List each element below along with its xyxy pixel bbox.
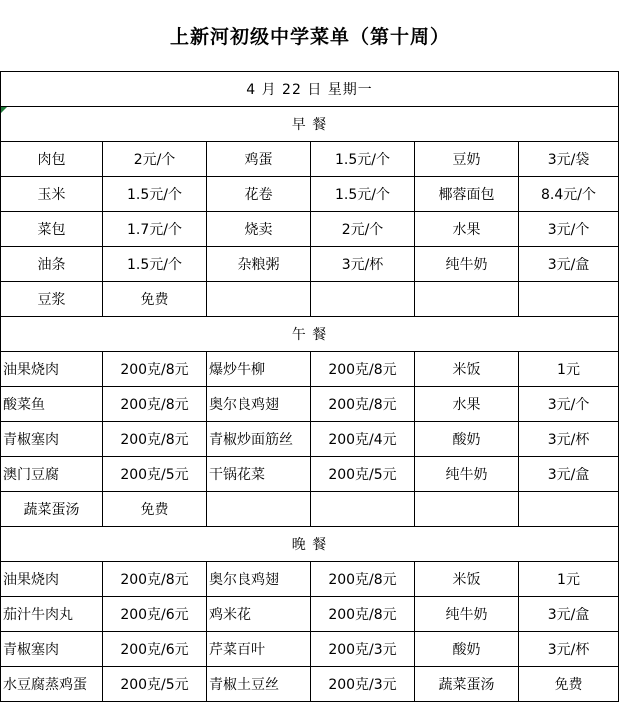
item-price-cell: 1.5元/个 <box>311 142 415 177</box>
item-name-cell: 豆奶 <box>415 142 519 177</box>
item-name-cell: 油果烧肉 <box>1 352 103 387</box>
item-price-cell: 3元/盒 <box>519 457 619 492</box>
item-name-cell: 青椒土豆丝 <box>207 667 311 702</box>
item-name-cell: 鸡米花 <box>207 597 311 632</box>
item-name-cell: 蔬菜蛋汤 <box>415 667 519 702</box>
item-price-cell: 2元/个 <box>103 142 207 177</box>
table-row <box>1 632 619 667</box>
item-name-cell: 青椒炒面筋丝 <box>207 422 311 457</box>
lunch-heading: 午 餐 <box>1 317 619 352</box>
item-price-cell: 200克/8元 <box>103 387 207 422</box>
item-price-cell: 200克/8元 <box>103 562 207 597</box>
item-price-cell: 免费 <box>519 667 619 702</box>
item-name-cell <box>415 492 519 527</box>
item-name-cell <box>415 282 519 317</box>
item-price-cell: 3元/个 <box>519 387 619 422</box>
item-name-cell: 鸡蛋 <box>207 142 311 177</box>
item-price-cell: 200克/5元 <box>311 457 415 492</box>
item-name-cell: 纯牛奶 <box>415 247 519 282</box>
date-cell: 4 月 22 日 星期一 <box>1 72 619 107</box>
item-name-cell: 油条 <box>1 247 103 282</box>
menu-table <box>0 71 619 702</box>
table-row <box>1 177 619 212</box>
item-price-cell: 200克/8元 <box>103 352 207 387</box>
item-price-cell: 3元/盒 <box>519 247 619 282</box>
item-price-cell: 200克/3元 <box>311 632 415 667</box>
item-name-cell: 菜包 <box>1 212 103 247</box>
item-price-cell <box>311 492 415 527</box>
item-price-cell: 免费 <box>103 492 207 527</box>
item-price-cell <box>311 282 415 317</box>
breakfast-heading: 早 餐 <box>1 107 619 142</box>
item-name-cell: 奥尔良鸡翅 <box>207 387 311 422</box>
item-price-cell: 200克/8元 <box>103 422 207 457</box>
item-price-cell: 3元/杯 <box>519 422 619 457</box>
item-name-cell: 茄汁牛肉丸 <box>1 597 103 632</box>
item-price-cell: 2元/个 <box>311 212 415 247</box>
item-name-cell: 芹菜百叶 <box>207 632 311 667</box>
item-name-cell: 蔬菜蛋汤 <box>1 492 103 527</box>
dinner-heading: 晚 餐 <box>1 527 619 562</box>
item-price-cell: 3元/杯 <box>311 247 415 282</box>
table-row <box>1 212 619 247</box>
item-name-cell: 青椒塞肉 <box>1 632 103 667</box>
item-name-cell: 杂粮粥 <box>207 247 311 282</box>
item-price-cell: 200克/6元 <box>103 597 207 632</box>
item-price-cell: 200克/5元 <box>103 457 207 492</box>
table-row <box>1 562 619 597</box>
item-name-cell: 澳门豆腐 <box>1 457 103 492</box>
lunch-heading-row <box>1 317 619 352</box>
item-price-cell <box>519 282 619 317</box>
item-name-cell: 米饭 <box>415 562 519 597</box>
item-price-cell: 免费 <box>103 282 207 317</box>
item-price-cell: 1元 <box>519 562 619 597</box>
item-name-cell: 玉米 <box>1 177 103 212</box>
item-price-cell: 200克/8元 <box>311 352 415 387</box>
item-name-cell: 青椒塞肉 <box>1 422 103 457</box>
dinner-heading-row <box>1 527 619 562</box>
item-name-cell: 米饭 <box>415 352 519 387</box>
item-price-cell: 1.7元/个 <box>103 212 207 247</box>
table-row <box>1 282 619 317</box>
item-price-cell: 200克/4元 <box>311 422 415 457</box>
item-price-cell: 8.4元/个 <box>519 177 619 212</box>
table-row <box>1 352 619 387</box>
item-name-cell: 水果 <box>415 212 519 247</box>
table-row <box>1 142 619 177</box>
item-name-cell: 油果烧肉 <box>1 562 103 597</box>
item-name-cell: 干锅花菜 <box>207 457 311 492</box>
item-name-cell <box>207 282 311 317</box>
item-price-cell <box>519 492 619 527</box>
item-name-cell: 纯牛奶 <box>415 457 519 492</box>
item-price-cell: 200克/8元 <box>311 597 415 632</box>
item-price-cell: 3元/个 <box>519 212 619 247</box>
item-price-cell: 3元/袋 <box>519 142 619 177</box>
breakfast-heading-row <box>1 107 619 142</box>
item-name-cell: 酸奶 <box>415 632 519 667</box>
table-row <box>1 457 619 492</box>
item-price-cell: 3元/杯 <box>519 632 619 667</box>
item-price-cell: 1.5元/个 <box>311 177 415 212</box>
item-name-cell: 爆炒牛柳 <box>207 352 311 387</box>
table-row <box>1 667 619 702</box>
item-price-cell: 1元 <box>519 352 619 387</box>
date-row <box>1 72 619 107</box>
table-row <box>1 387 619 422</box>
item-price-cell: 1.5元/个 <box>103 177 207 212</box>
table-row <box>1 422 619 457</box>
item-name-cell: 水果 <box>415 387 519 422</box>
item-name-cell: 奥尔良鸡翅 <box>207 562 311 597</box>
item-price-cell: 3元/盒 <box>519 597 619 632</box>
item-price-cell: 200克/8元 <box>311 387 415 422</box>
menu-title: 上新河初级中学菜单（第十周） <box>169 26 450 48</box>
item-name-cell: 水豆腐蒸鸡蛋 <box>1 667 103 702</box>
item-name-cell <box>207 492 311 527</box>
item-name-cell: 烧卖 <box>207 212 311 247</box>
table-row <box>1 247 619 282</box>
item-name-cell: 花卷 <box>207 177 311 212</box>
item-name-cell: 豆浆 <box>1 282 103 317</box>
item-price-cell: 200克/5元 <box>103 667 207 702</box>
item-name-cell: 肉包 <box>1 142 103 177</box>
table-row <box>1 597 619 632</box>
item-name-cell: 纯牛奶 <box>415 597 519 632</box>
item-price-cell: 200克/3元 <box>311 667 415 702</box>
item-price-cell: 200克/8元 <box>311 562 415 597</box>
table-row <box>1 492 619 527</box>
item-name-cell: 椰蓉面包 <box>415 177 519 212</box>
item-price-cell: 1.5元/个 <box>103 247 207 282</box>
item-price-cell: 200克/6元 <box>103 632 207 667</box>
item-name-cell: 酸奶 <box>415 422 519 457</box>
item-name-cell: 酸菜鱼 <box>1 387 103 422</box>
